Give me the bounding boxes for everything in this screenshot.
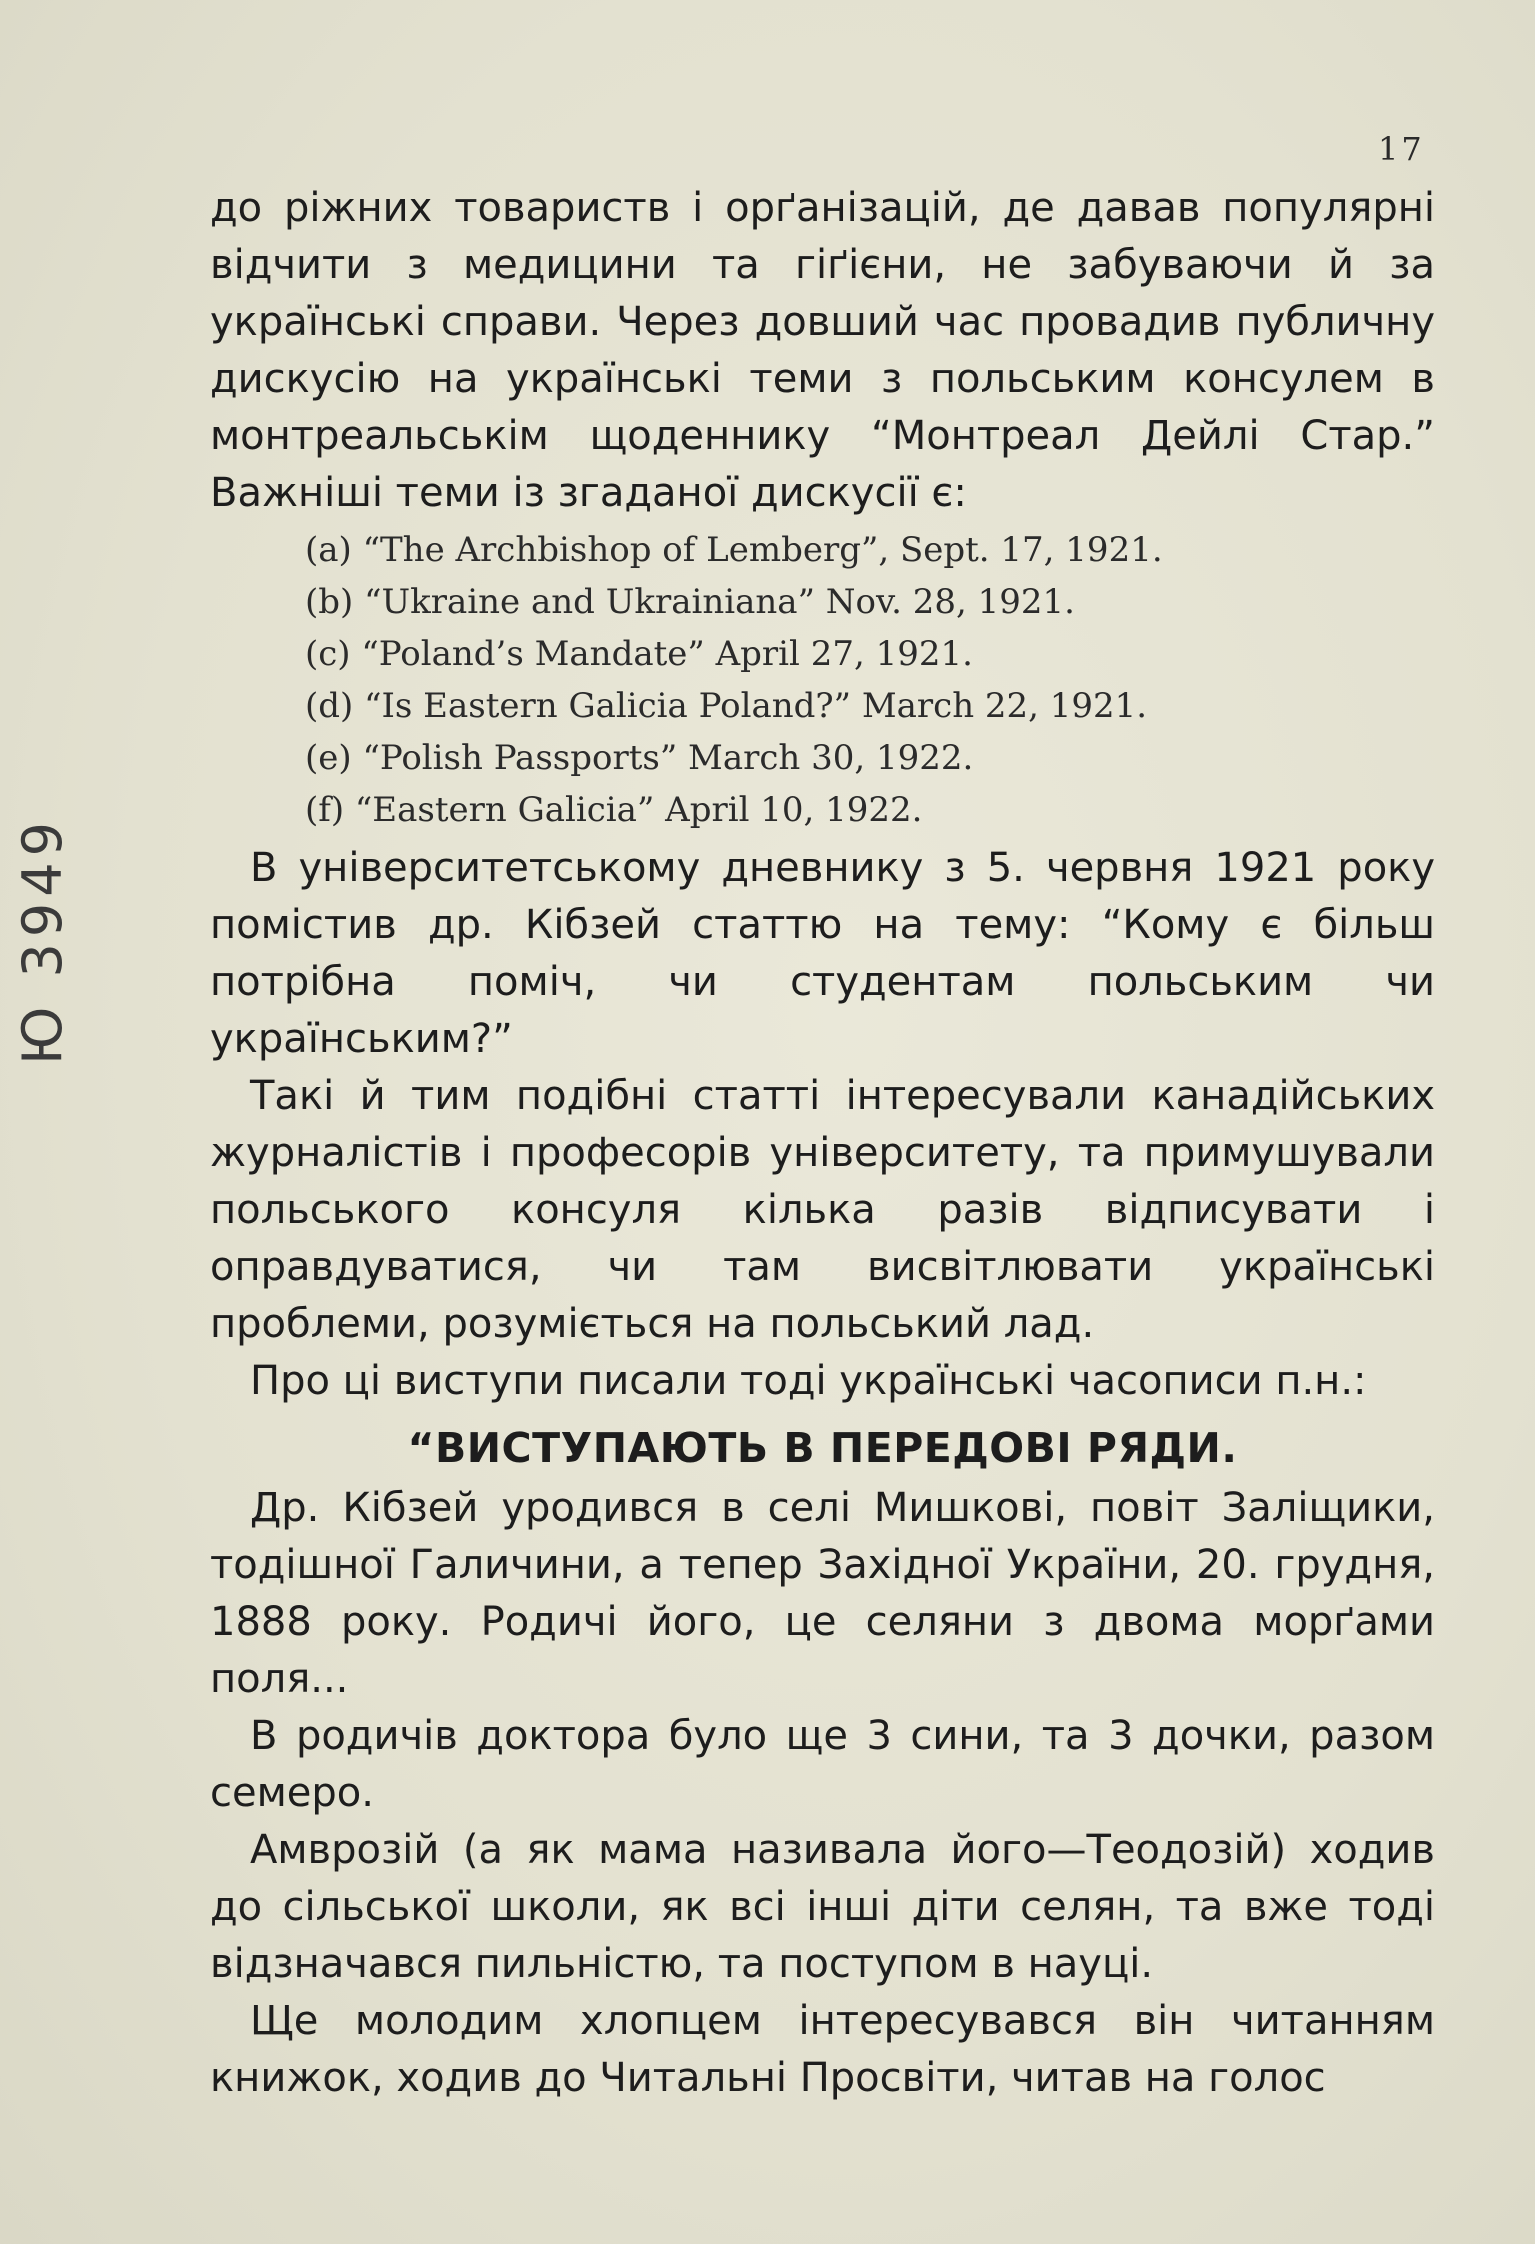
article-item-b: (b) “Ukraine and Ukrainiana” Nov. 28, 1921. — [305, 582, 1075, 622]
paragraph-6: В родичів доктора було ще 3 сини, та 3 дочки, разом семеро. — [210, 1713, 1435, 1816]
paragraph-7: Амврозій (а як мама називала його—Теодозій) ходив до сільської школи, як всі інші діти селян, та вже тоді відзначався пильністю, та поступом в науці. — [210, 1827, 1435, 1987]
paragraph-2: В університетському дневнику з 5. червня 1921 року помістив др. Кібзей статтю на тему: “Кому є більш потрібна поміч, чи студентам польським чи українським?” — [210, 845, 1435, 1062]
article-item-f: (f) “Eastern Galicia” April 10, 1922. — [305, 790, 923, 830]
paragraph-4: Про ці виступи писали тоді українські часописи п.н.: — [250, 1358, 1367, 1404]
article-item-c: (c) “Poland’s Mandate” April 27, 1921. — [305, 634, 973, 674]
paragraph-5: Др. Кібзей уродився в селі Мишкові, повіт Заліщики, тодішної Галичини, а тепер Західної України, 20. грудня, 1888 року. Родичі його, це селяни з двома морґами поля... — [210, 1485, 1435, 1702]
handwritten-shelf-mark — [10, 790, 74, 1090]
article-item-e: (e) “Polish Passports” March 30, 1922. — [305, 738, 974, 778]
article-item-d: (d) “Is Eastern Galicia Poland?” March 22, 1921. — [305, 686, 1148, 726]
article-item-a: (a) “The Archbishop of Lemberg”, Sept. 17, 1921. — [305, 530, 1163, 570]
shelf-mark-text: Ю 3949 — [10, 815, 74, 1065]
article-list — [210, 524, 1435, 836]
section-heading: “ВИСТУПАЮТЬ В ПЕРЕДОВІ РЯДИ. — [407, 1424, 1238, 1472]
paragraph-1: до ріжних товариств і орґанізацій, де давав популярні відчити з медицини та гіґієни, не забуваючи й за українські справи. Через довший час провадив публичну дискусію на українські теми з польським консулем в монтреальськім щоденнику “Монтреал Дейлі Стар.” Важніші теми із згаданої дискусії є: — [210, 185, 1435, 516]
paragraph-8: Ще молодим хлопцем інтересувався він читанням книжок, ходив до Читальні Просвіти, читав на голос — [210, 1998, 1435, 2101]
page-number: 17 — [1378, 130, 1425, 168]
paragraph-3: Такі й тим подібні статті інтересували канадійських журналістів і професорів університету, та примушували польського консуля кілька разів відписувати і оправдуватися, чи там висвітлювати українські проблеми, розуміється на польський лад. — [210, 1073, 1435, 1347]
body-text — [210, 180, 1435, 2107]
